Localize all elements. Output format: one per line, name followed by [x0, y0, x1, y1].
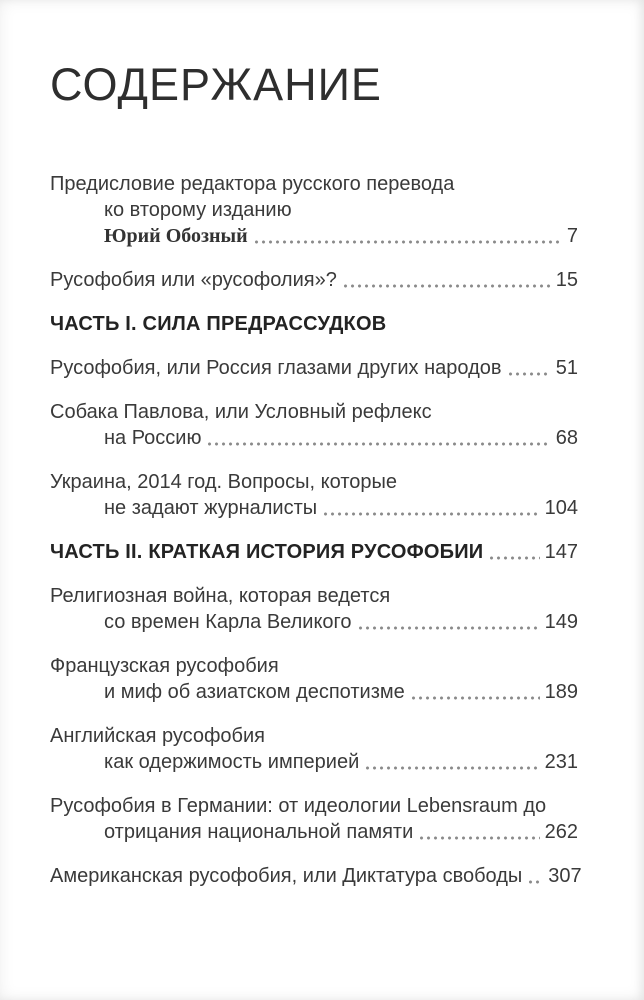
toc-line	[50, 863, 582, 889]
entry-text: Предисловие редактора русского перевода	[50, 173, 455, 195]
page-number: 147	[544, 541, 578, 563]
page-number: 68	[555, 427, 578, 449]
page-number: 51	[555, 357, 578, 379]
toc-line	[50, 653, 578, 679]
toc-line	[50, 197, 578, 223]
dot-leader	[208, 442, 550, 446]
toc-line	[50, 793, 578, 819]
toc-line	[50, 539, 578, 565]
toc-line	[50, 749, 578, 775]
entry-text: Религиозная война, которая ведется	[50, 585, 391, 607]
toc-line	[50, 679, 578, 705]
dot-leader	[490, 556, 539, 560]
entry-text: Собака Павлова, или Условный рефлекс	[50, 401, 432, 423]
dot-leader	[344, 284, 551, 288]
entry-text: не задают журналисты	[104, 497, 318, 519]
dot-leader	[324, 512, 539, 516]
page-number: 231	[544, 751, 578, 773]
dot-leader	[412, 696, 540, 700]
entry-text: Английская русофобия	[50, 725, 266, 747]
page-number: 15	[555, 269, 578, 291]
entry-text: и миф об азиатском деспотизме	[104, 681, 405, 703]
page-title: СОДЕРЖАНИЕ	[50, 59, 382, 110]
dot-leader	[359, 626, 540, 630]
toc-line	[50, 469, 578, 495]
toc-line	[50, 267, 578, 293]
entry-text: ко второму изданию	[104, 199, 292, 221]
toc-line	[50, 495, 578, 521]
dot-leader	[366, 766, 539, 770]
toc-line	[50, 819, 578, 845]
entry-text: отрицания национальной памяти	[104, 821, 414, 843]
toc-line	[50, 583, 578, 609]
entry-text: Русофобия, или Россия глазами других народов	[50, 357, 502, 379]
toc-entry	[50, 267, 578, 293]
toc-line	[50, 399, 578, 425]
toc-line	[50, 609, 578, 635]
toc-entry	[50, 355, 578, 381]
toc-line	[50, 355, 578, 381]
toc-line	[50, 425, 578, 451]
toc-section-heading-part-2	[50, 539, 578, 565]
page-number: 262	[544, 821, 578, 843]
page-number: 189	[544, 681, 578, 703]
entry-author-text: Юрий Обозный	[104, 225, 248, 247]
page-number: 104	[544, 497, 578, 519]
dot-leader	[420, 836, 539, 840]
section-heading-text: ЧАСТЬ II. КРАТКАЯ ИСТОРИЯ РУСОФОБИИ	[50, 541, 484, 563]
toc-line	[50, 311, 578, 337]
toc-entry-preface	[50, 171, 578, 249]
section-heading-text: ЧАСТЬ I. СИЛА ПРЕДРАССУДКОВ	[50, 313, 387, 335]
page-number: 149	[544, 611, 578, 633]
toc-entry	[50, 583, 578, 635]
toc-line	[50, 223, 578, 249]
entry-text: Русофобия или «русофолия»?	[50, 269, 337, 291]
dot-leader	[255, 240, 562, 244]
toc-section-heading-part-1	[50, 311, 578, 337]
entry-text: со времен Карла Великого	[104, 611, 352, 633]
entry-text: как одержимость империей	[104, 751, 360, 773]
toc-line	[50, 171, 578, 197]
entry-text: на Россию	[104, 427, 202, 449]
page-number: 307	[548, 865, 582, 887]
entry-text: Украина, 2014 год. Вопросы, которые	[50, 471, 397, 493]
toc-entry	[50, 863, 582, 889]
toc-entry	[50, 793, 578, 845]
entry-text: Американская русофобия, или Диктатура свободы	[50, 865, 523, 887]
page-number: 7	[566, 225, 578, 247]
entry-text: Русофобия в Германии: от идеологии Lebensraum до	[50, 795, 547, 817]
dot-leader	[529, 880, 543, 884]
toc-entry	[50, 653, 578, 705]
dot-leader	[509, 372, 551, 376]
toc-entry	[50, 723, 578, 775]
toc-list	[50, 171, 582, 889]
toc-line	[50, 723, 578, 749]
toc-entry	[50, 469, 578, 521]
entry-text: Французская русофобия	[50, 655, 279, 677]
toc-entry	[50, 399, 578, 451]
